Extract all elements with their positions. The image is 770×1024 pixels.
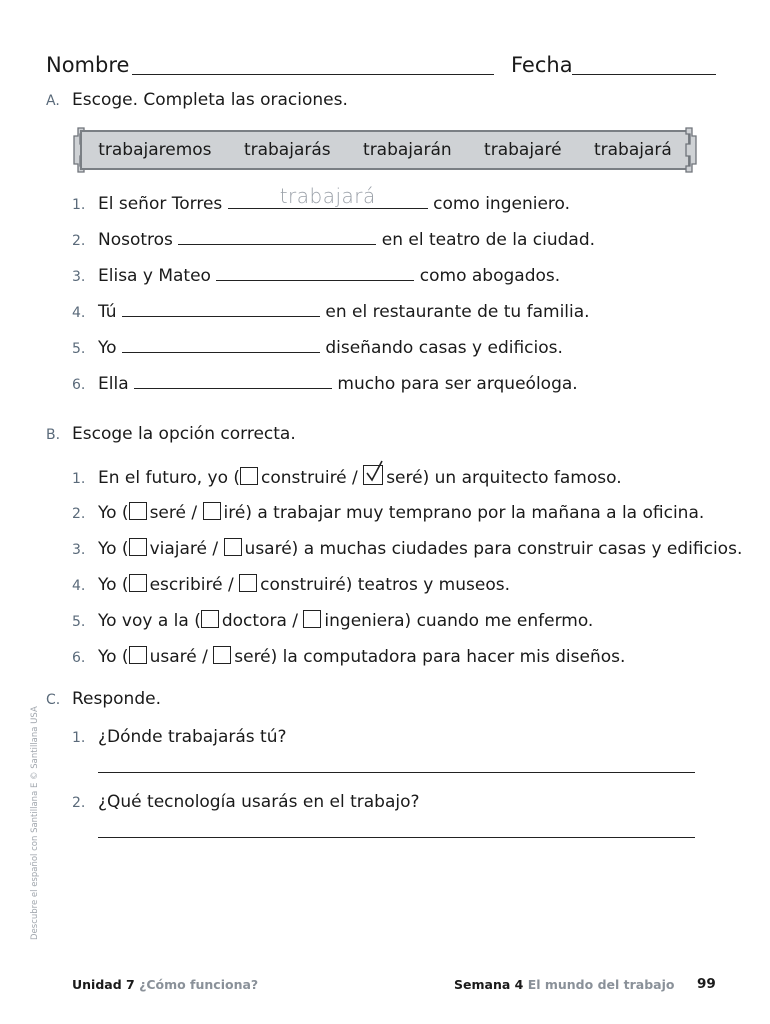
answer-blank[interactable]	[228, 184, 428, 209]
answer-blank[interactable]	[216, 264, 414, 281]
checkbox-checked[interactable]	[363, 465, 383, 485]
option-text: construiré /	[261, 468, 358, 488]
question-item	[72, 727, 287, 747]
item-number: 1.	[72, 197, 86, 213]
week-title: El mundo del trabajo	[527, 977, 675, 992]
checkbox[interactable]	[129, 502, 147, 520]
section-instruction: Escoge la opción correcta.	[72, 424, 296, 444]
word-bank-item: trabajará	[593, 140, 672, 160]
word-bank-item: trabajaré	[484, 140, 562, 160]
footer-unit	[72, 977, 258, 992]
name-field[interactable]	[132, 74, 494, 75]
checkbox[interactable]	[201, 610, 219, 628]
section-letter: A.	[46, 93, 60, 109]
answer-blank[interactable]	[178, 228, 376, 245]
checkbox[interactable]	[303, 610, 321, 628]
date-field[interactable]	[572, 74, 716, 75]
checkbox[interactable]	[129, 574, 147, 592]
question-item	[72, 792, 420, 812]
item-number: 6.	[72, 377, 86, 393]
checkbox[interactable]	[240, 467, 258, 485]
list-item	[72, 336, 563, 358]
option-text: construiré) teatros y museos.	[260, 575, 510, 595]
list-item	[72, 646, 625, 667]
item-number: 5.	[72, 614, 86, 630]
sentence-start: Ella	[98, 374, 129, 394]
list-item	[72, 184, 571, 214]
unit-label: Unidad 7	[72, 977, 135, 992]
list-item	[72, 610, 593, 631]
option-text: ingeniera) cuando me enfermo.	[324, 611, 594, 631]
sentence-end: como ingeniero.	[433, 194, 571, 214]
sentence-start: Yo	[98, 338, 117, 358]
item-number: 1.	[72, 730, 86, 746]
list-item	[72, 538, 742, 559]
week-label: Semana 4	[454, 977, 524, 992]
section-instruction: Responde.	[72, 689, 161, 709]
list-item	[72, 502, 704, 523]
answer-line[interactable]	[98, 771, 695, 773]
copyright-credit: Descubre el español con Santillana E © Santillana USA	[30, 706, 40, 940]
item-number: 2.	[72, 233, 86, 249]
option-text: viajaré /	[149, 539, 219, 559]
sentence-start: En el futuro, yo (	[98, 468, 241, 488]
sentence-start: Nosotros	[98, 230, 173, 250]
sentence-end: en el restaurante de tu familia.	[325, 302, 590, 322]
item-number: 4.	[72, 578, 86, 594]
word-bank	[80, 130, 690, 170]
item-number: 5.	[72, 341, 86, 357]
section-c-heading	[46, 689, 161, 709]
section-instruction: Escoge. Completa las oraciones.	[72, 90, 348, 110]
sentence-start: Yo (	[98, 503, 129, 523]
list-item	[72, 300, 590, 322]
list-item	[72, 465, 622, 488]
section-b-heading	[46, 424, 296, 444]
item-number: 2.	[72, 506, 86, 522]
option-text: escribiré /	[149, 575, 234, 595]
item-number: 4.	[72, 305, 86, 321]
checkbox[interactable]	[129, 646, 147, 664]
question-text: ¿Qué tecnología usarás en el trabajo?	[98, 792, 420, 812]
word-bank-item: trabajaremos	[98, 140, 212, 160]
option-text: seré) la computadora para hacer mis diseños.	[234, 647, 626, 667]
answer-blank[interactable]	[134, 372, 332, 389]
item-number: 3.	[72, 542, 86, 558]
list-item	[72, 372, 578, 394]
list-item	[72, 264, 560, 286]
option-text: iré) a trabajar muy temprano por la mañana a la oficina.	[223, 503, 705, 523]
sentence-start: Tú	[98, 302, 117, 322]
option-text: seré /	[149, 503, 198, 523]
list-item	[72, 228, 595, 250]
sentence-start: Yo (	[98, 575, 129, 595]
option-text: doctora /	[221, 611, 299, 631]
list-item	[72, 574, 510, 595]
option-text: seré) un arquitecto famoso.	[386, 468, 622, 488]
name-label: Nombre	[46, 53, 130, 77]
answer-blank[interactable]	[122, 300, 320, 317]
item-number: 2.	[72, 795, 86, 811]
sentence-start: Yo (	[98, 647, 129, 667]
checkbox[interactable]	[129, 538, 147, 556]
date-label: Fecha	[511, 53, 573, 77]
handwritten-answer: trabajará	[279, 184, 376, 208]
sentence-end: diseñando casas y edificios.	[325, 338, 563, 358]
word-bank-item: trabajarán	[363, 140, 452, 160]
question-text: ¿Dónde trabajarás tú?	[98, 727, 287, 747]
sentence-start: Elisa y Mateo	[98, 266, 211, 286]
footer-week	[454, 977, 674, 992]
option-text: usaré /	[149, 647, 208, 667]
page-number: 99	[697, 976, 716, 992]
checkbox[interactable]	[213, 646, 231, 664]
sentence-start: Yo (	[98, 539, 129, 559]
unit-title: ¿Cómo funciona?	[139, 977, 259, 992]
item-number: 3.	[72, 269, 86, 285]
check-mark-icon	[365, 460, 383, 484]
word-bank-item: trabajarás	[243, 140, 331, 160]
section-letter: C.	[46, 692, 61, 708]
option-text: usaré) a muchas ciudades para construir casas y edificios.	[244, 539, 743, 559]
item-number: 6.	[72, 650, 86, 666]
section-a-heading	[46, 90, 348, 110]
sentence-start: Yo voy a la (	[98, 611, 201, 631]
sentence-start: El señor Torres	[98, 194, 223, 214]
item-number: 1.	[72, 471, 86, 487]
answer-blank[interactable]	[122, 336, 320, 353]
sentence-end: como abogados.	[419, 266, 561, 286]
sentence-end: mucho para ser arqueóloga.	[337, 374, 578, 394]
section-letter: B.	[46, 427, 61, 443]
checkbox[interactable]	[203, 502, 221, 520]
checkbox[interactable]	[239, 574, 257, 592]
answer-line[interactable]	[98, 836, 695, 838]
sentence-end: en el teatro de la ciudad.	[381, 230, 596, 250]
checkbox[interactable]	[224, 538, 242, 556]
word-bank-right-ornament	[682, 126, 698, 174]
